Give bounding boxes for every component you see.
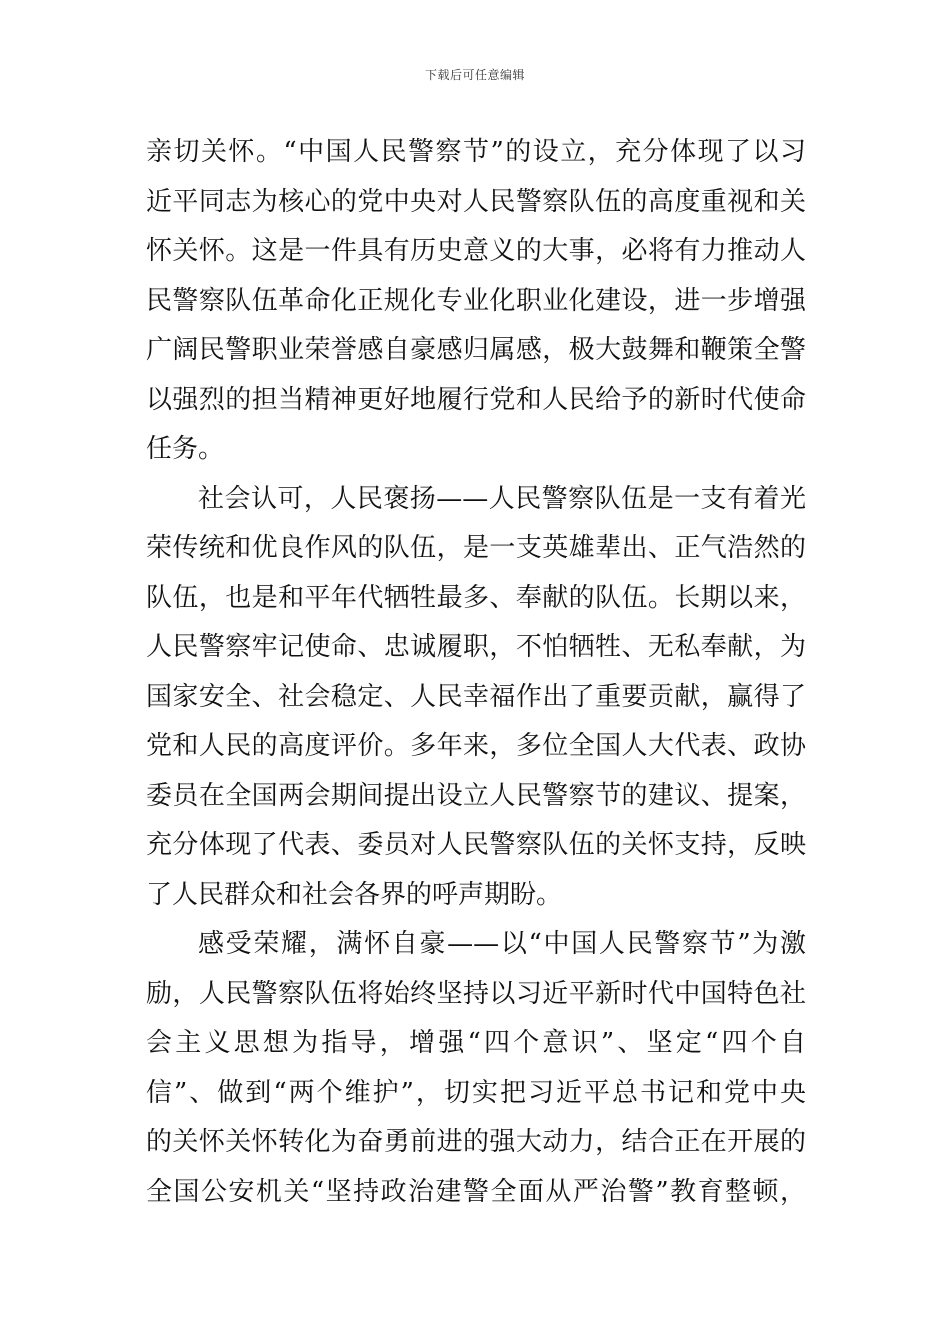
text-line: 的关怀关怀转化为奋勇前进的强大动力，结合正在开展的 bbox=[146, 1127, 806, 1157]
text-line: 民警察队伍革命化正规化专业化职业化建设，进一步增强 bbox=[146, 285, 806, 316]
text-line: 怀关怀。这是一件具有历史意义的大事，必将有力推动人 bbox=[146, 236, 806, 266]
text-line: 会主义思想为指导，增强“四个意识”、坚定“四个自 bbox=[146, 1028, 806, 1058]
text-line: 任务。 bbox=[146, 434, 225, 464]
document-body bbox=[146, 128, 806, 1217]
text-line: 党和人民的高度评价。多年来，多位全国人大代表、政协 bbox=[146, 731, 806, 761]
text-line: 队伍，也是和平年代牺牲最多、奉献的队伍。长期以来， bbox=[146, 582, 806, 613]
text-line: 励，人民警察队伍将始终坚持以习近平新时代中国特色社 bbox=[146, 978, 806, 1009]
paragraph bbox=[146, 475, 806, 921]
text-line: 广阔民警职业荣誉感自豪感归属感，极大鼓舞和鞭策全警 bbox=[146, 335, 806, 365]
text-line: 以强烈的担当精神更好地履行党和人民给予的新时代使命 bbox=[146, 384, 806, 415]
text-line: 近平同志为核心的党中央对人民警察队伍的高度重视和关 bbox=[146, 186, 806, 217]
paragraph bbox=[146, 128, 806, 475]
text-line: 充分体现了代表、委员对人民警察队伍的关怀支持，反映 bbox=[146, 830, 806, 860]
text-line: 了人民群众和社会各界的呼声期盼。 bbox=[146, 879, 563, 910]
text-line: 全国公安机关“坚持政治建警全面从严治警”教育整顿， bbox=[146, 1176, 806, 1207]
page-header: 下载后可任意编辑 bbox=[424, 68, 525, 82]
text-line: 亲切关怀。“中国人民警察节”的设立，充分体现了以习 bbox=[146, 137, 806, 167]
text-line: 委员在全国两会期间提出设立人民警察节的建议、提案， bbox=[146, 780, 806, 811]
paragraph bbox=[146, 920, 806, 1217]
text-line: 社会认可，人民褒扬——人民警察队伍是一支有着光 bbox=[198, 483, 806, 514]
text-line: 人民警察牢记使命、忠诚履职，不怕牺牲、无私奉献，为 bbox=[146, 632, 806, 662]
text-line: 感受荣耀，满怀自豪——以“中国人民警察节”为激 bbox=[198, 929, 806, 959]
text-line: 国家安全、社会稳定、人民幸福作出了重要贡献，赢得了 bbox=[146, 681, 806, 712]
text-line: 荣传统和优良作风的队伍，是一支英雄辈出、正气浩然的 bbox=[146, 533, 806, 563]
text-line: 信”、做到“两个维护”，切实把习近平总书记和党中央 bbox=[146, 1077, 806, 1108]
